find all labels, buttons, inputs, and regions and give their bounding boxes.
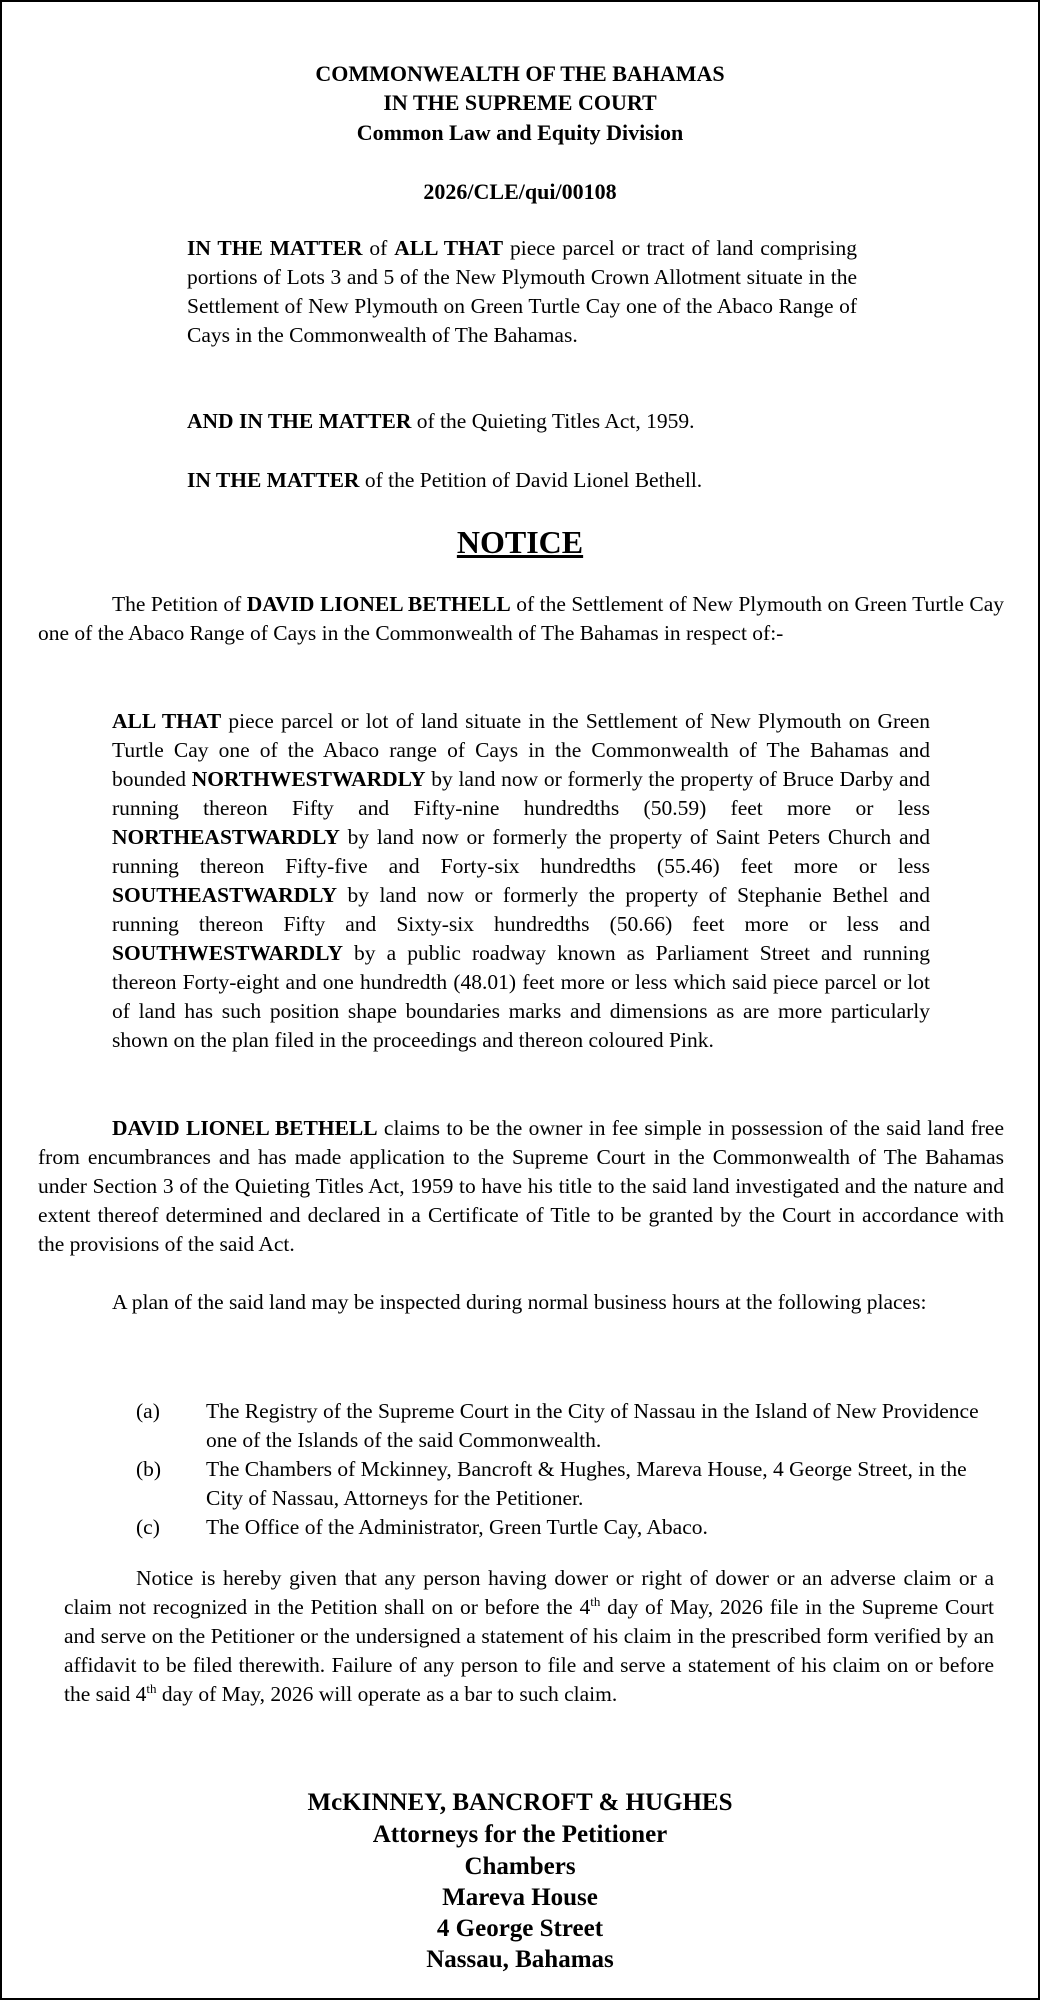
list-item-text: The Office of the Administrator, Green Turtle Cay, Abaco. (206, 1515, 708, 1539)
list-item-text: The Chambers of Mckinney, Bancroft & Hughes, Mareva House, 4 George Street, in the City of Nassau, Attorneys for the Petitioner. (206, 1457, 967, 1510)
petition-intro: The Petition of (112, 592, 247, 616)
final-notice-text-2: day of May, 2026 file in the Supreme Court and serve on the Petitioner or the undersigned a statement of his claim in the prescribed form verified by an affidavit to be filed therewith. Failure of any person to file and serve a statement of his claim on or before the said 4 (64, 1595, 994, 1706)
list-item-letter: (a) (136, 1399, 160, 1423)
list-item-letter: (c) (136, 1515, 160, 1539)
land-text-4: by land now or formerly the property of Stephanie Bethel and running thereon Fifty and Sixty-six hundredths (50.66) feet more or less and (112, 883, 930, 936)
claim-paragraph (38, 1114, 1004, 1259)
land-northeast: NORTHEASTWARDLY (112, 825, 340, 849)
matter-land-lead: IN THE MATTER (187, 236, 363, 260)
signature-role: Attorneys for the Petitioner (372, 1821, 668, 1848)
final-notice-text-1: Notice is hereby given that any person having dower or right of dower or an adverse claim or a claim not recognized in the Petition shall on or before the 4 (64, 1566, 994, 1619)
signature-building: Mareva House (442, 1884, 598, 1911)
matter-petition-text: of the Petition of David Lionel Bethell. (359, 468, 703, 492)
matter-act-lead: AND IN THE MATTER (187, 409, 412, 433)
list-item-letter: (b) (136, 1457, 162, 1481)
final-notice-text-3: day of May, 2026 will operate as a bar to such claim. (156, 1682, 618, 1706)
matter-land (187, 234, 857, 350)
petition-text: of the Settlement of New Plymouth on Green Turtle Cay one of the Abaco Range of Cays in the Commonwealth of The Bahamas in respect of:- (38, 592, 1005, 645)
signature-firm: McKINNEY, BANCROFT & HUGHES (307, 1789, 733, 1816)
land-text-1: piece parcel or lot of land situate in the Settlement of New Plymouth on Green Turtle Cay one of the Abaco range of Cays in the Commonwealth of The Bahamas and bounded (112, 709, 930, 791)
land-description (112, 707, 930, 1055)
matter-act (187, 407, 887, 436)
list-item-text: The Registry of the Supreme Court in the City of Nassau in the Island of New Providence one of the Islands of the said Commonwealth. (206, 1399, 979, 1452)
land-southwest: SOUTHWESTWARDLY (112, 941, 343, 965)
plan-paragraph: A plan of the said land may be inspected during normal business hours at the following places: (112, 1290, 927, 1314)
ordinal-suffix: th (590, 1593, 601, 1609)
matter-petition (187, 466, 887, 495)
matter-land-of: of (362, 236, 395, 260)
notice-title: NOTICE (456, 524, 584, 560)
land-southeast: SOUTHEASTWARDLY (112, 883, 338, 907)
claim-text: claims to be the owner in fee simple in possession of the said land free from encumbrances and has made application to the Supreme Court in the Commonwealth of The Bahamas under Section 3 of the Quieting Titles Act, 1959 to have his title to the said land investigated and the nature and extent thereof determined and declared in a Certificate of Title to be granted by the Court in accordance with the provisions of the said Act. (38, 1116, 1004, 1256)
signature-city: Nassau, Bahamas (426, 1946, 614, 1973)
case-number: 2026/CLE/qui/00108 (423, 179, 617, 204)
land-text-5: by a public roadway known as Parliament Street and running thereon Forty-eight and one hundredth (48.01) feet more or less which said piece parcel or lot of land has such position shape boundaries marks and dimensions as are more particularly shown on the plan filed in the proceedings and thereon coloured Pink. (112, 941, 930, 1052)
signature-chambers: Chambers (464, 1853, 576, 1880)
header-court: IN THE SUPREME COURT (383, 90, 657, 115)
land-northwest: NORTHWESTWARDLY (191, 767, 426, 791)
final-notice-paragraph (64, 1564, 994, 1709)
matter-land-all-that: ALL THAT (394, 236, 504, 260)
petitioner-name: DAVID LIONEL BETHELL (246, 592, 511, 616)
land-all-that: ALL THAT (112, 709, 222, 733)
petition-paragraph (38, 590, 1004, 648)
land-text-2: by land now or formerly the property of Bruce Darby and running thereon Fifty and Fifty-nine hundredths (50.59) feet more or less (112, 767, 931, 820)
matter-land-text: piece parcel or tract of land comprising portions of Lots 3 and 5 of the New Plymouth Crown Allotment situate in the Settlement of New Plymouth on Green Turtle Cay one of the Abaco Range of Cays in the Commonwealth of The Bahamas. (187, 236, 857, 347)
matter-petition-lead: IN THE MATTER (187, 468, 360, 492)
ordinal-suffix: th (146, 1680, 157, 1696)
land-text-3: by land now or formerly the property of Saint Peters Church and running thereon Fifty-five and Forty-six hundredths (55.46) feet more or less (112, 825, 930, 878)
matter-act-text: of the Quieting Titles Act, 1959. (411, 409, 695, 433)
header-commonwealth: COMMONWEALTH OF THE BAHAMAS (315, 61, 725, 86)
signature-street: 4 George Street (436, 1915, 604, 1942)
header-division: Common Law and Equity Division (356, 120, 684, 145)
claimant-name: DAVID LIONEL BETHELL (112, 1116, 378, 1140)
